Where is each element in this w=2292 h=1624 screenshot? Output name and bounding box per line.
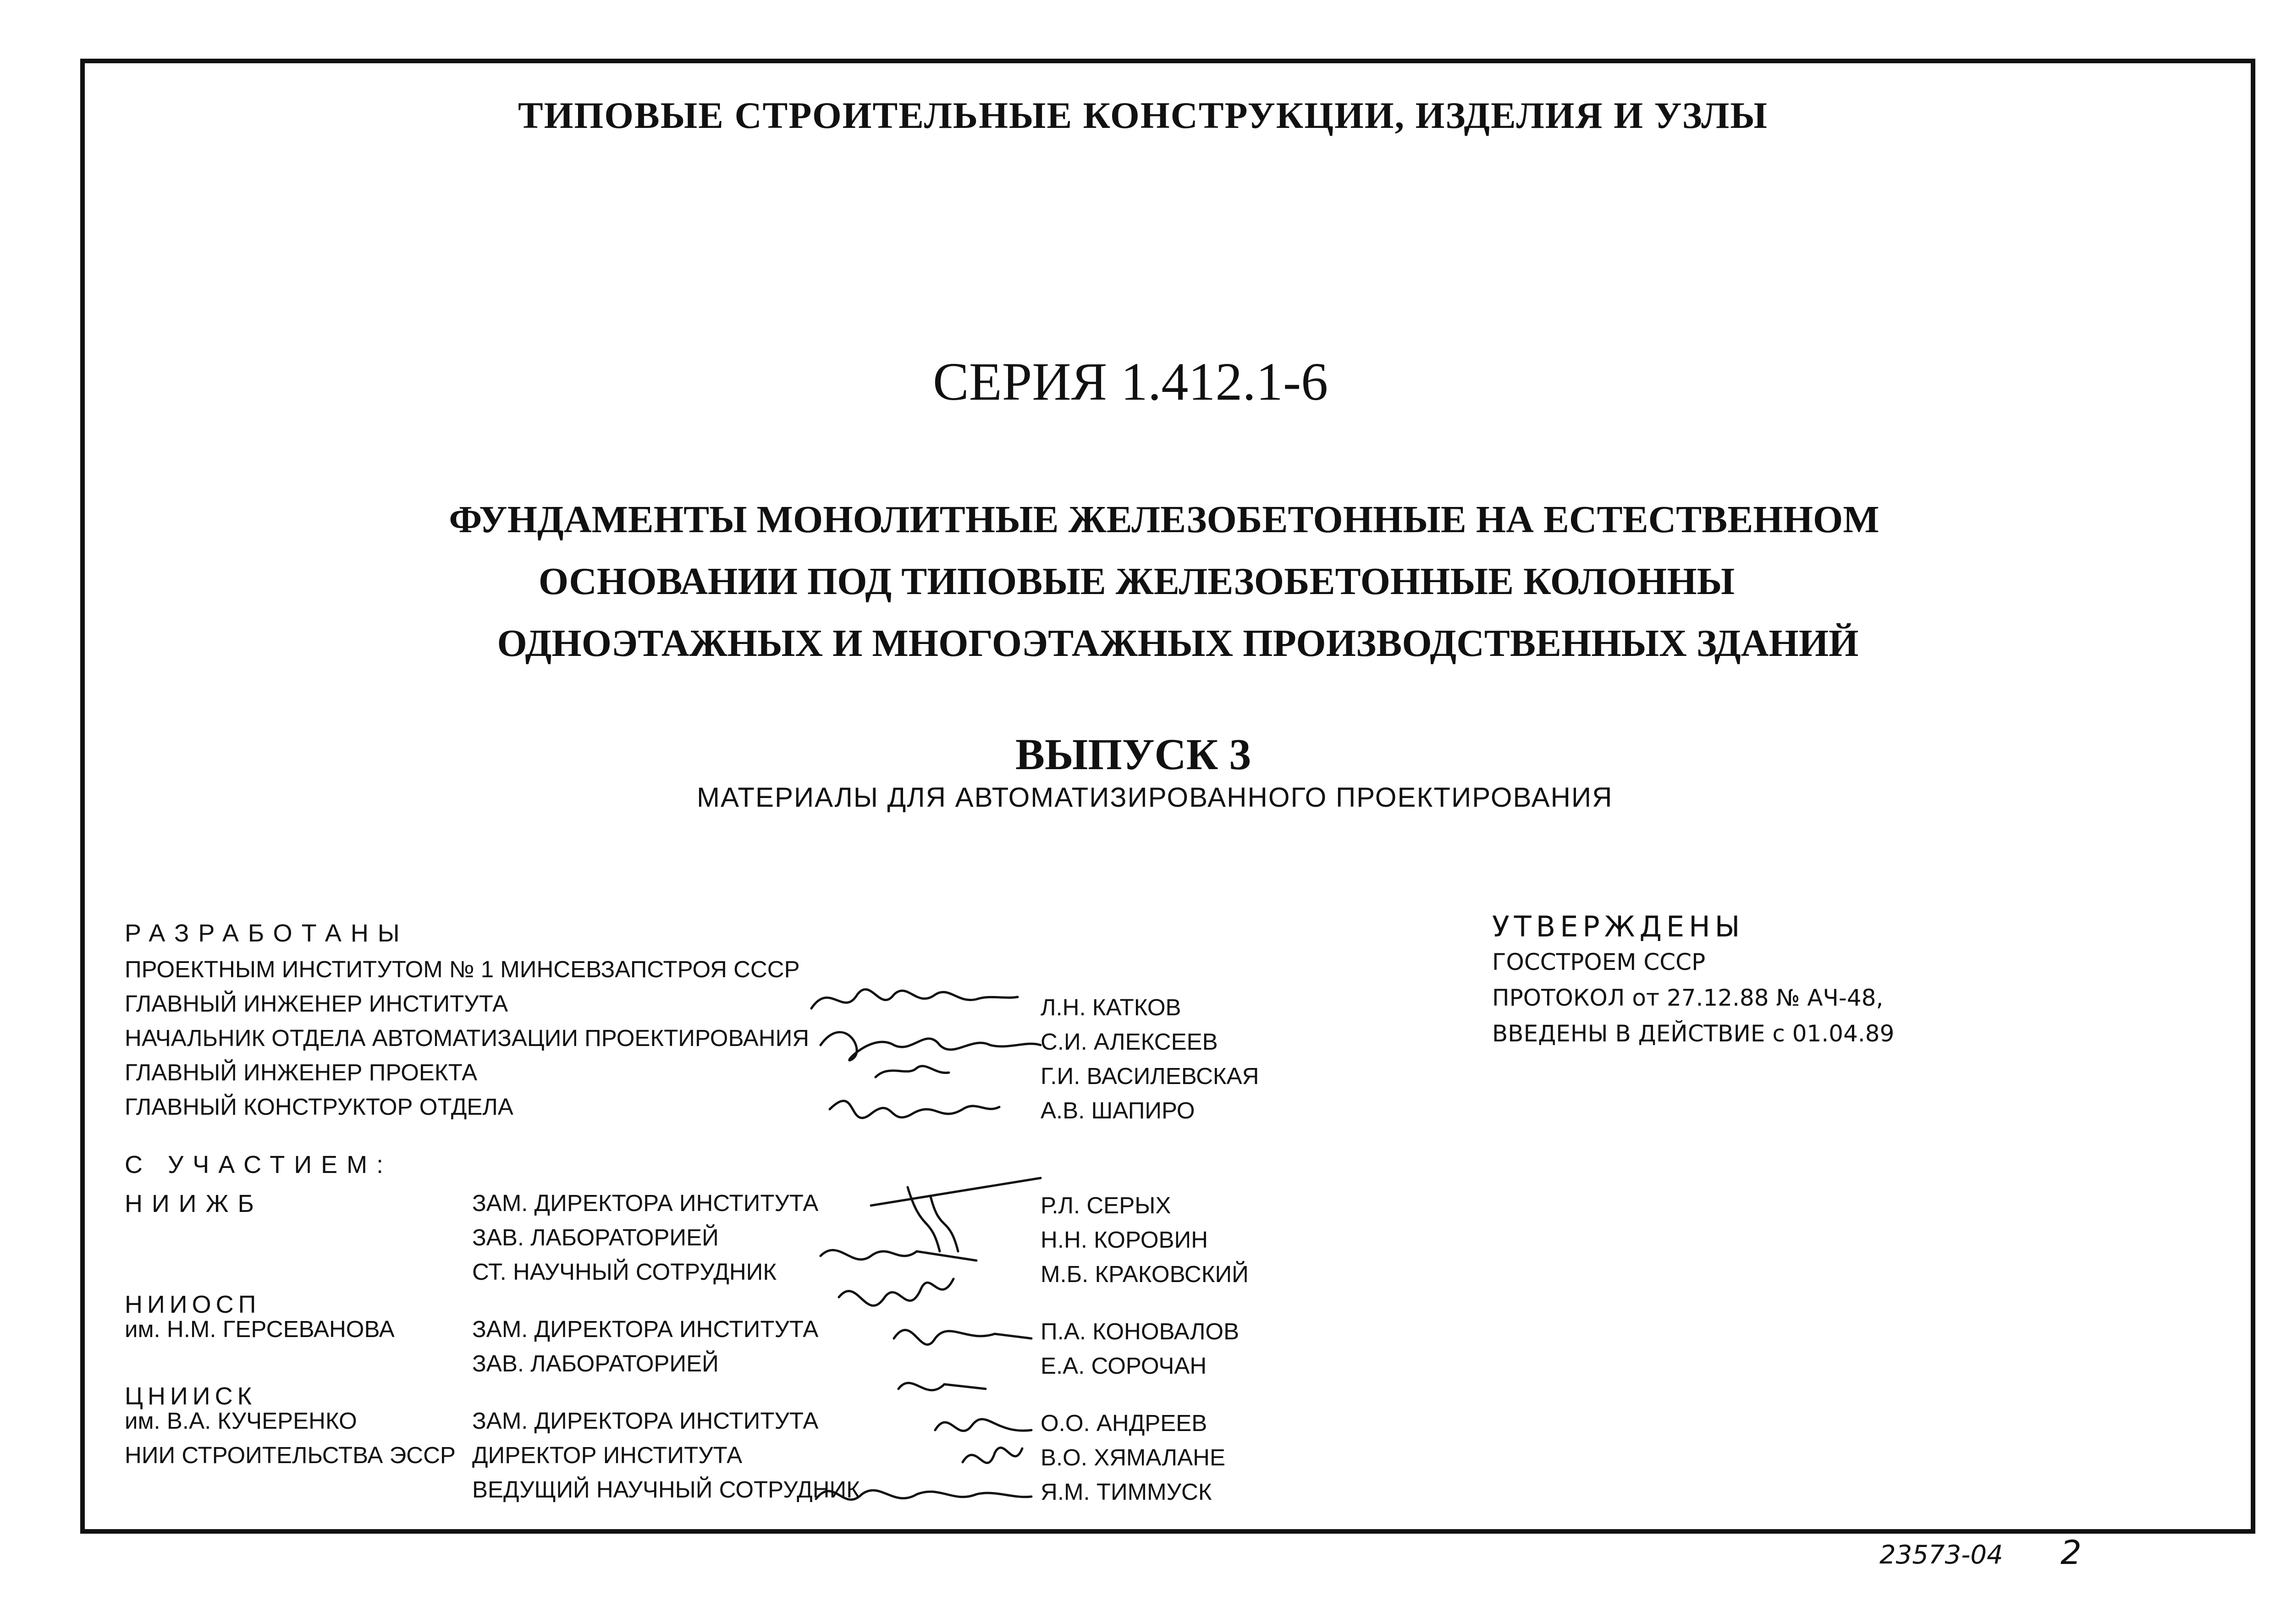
developed-position: ГЛАВНЫЙ ИНЖЕНЕР ИНСТИТУТА <box>125 991 508 1017</box>
document-code: 23573-04 <box>1879 1540 2003 1570</box>
participant-name: В.О. ХЯМАЛАНЕ <box>1041 1444 1225 1470</box>
participant-name: Я.М. ТИММУСК <box>1041 1479 1212 1505</box>
participant-org-subtitle: им. В.А. КУЧЕРЕНКО <box>125 1408 357 1434</box>
approved-line: ВВЕДЕНЫ В ДЕЙСТВИЕ с 01.04.89 <box>1492 1020 1895 1047</box>
approved-line: ГОССТРОЕМ СССР <box>1492 949 1706 975</box>
developed-position: ГЛАВНЫЙ ИНЖЕНЕР ПРОЕКТА <box>125 1059 478 1085</box>
participant-org: НИИЖБ <box>125 1190 263 1217</box>
participant-position: ДИРЕКТОР ИНСТИТУТА <box>472 1442 743 1468</box>
developed-name: Г.И. ВАСИЛЕВСКАЯ <box>1041 1063 1259 1089</box>
main-title-line-2: ОСНОВАНИИ ПОД ТИПОВЫЕ ЖЕЛЕЗОБЕТОННЫЕ КОЛОННЫ <box>538 560 1735 603</box>
top-title: ТИПОВЫЕ СТРОИТЕЛЬНЫЕ КОНСТРУКЦИИ, ИЗДЕЛИЯ И УЗЛЫ <box>518 94 1768 136</box>
main-title-line-3: ОДНОЭТАЖНЫХ И МНОГОЭТАЖНЫХ ПРОИЗВОДСТВЕННЫХ ЗДАНИЙ <box>497 622 1859 665</box>
participant-position: ЗАМ. ДИРЕКТОРА ИНСТИТУТА <box>472 1408 819 1434</box>
approved-heading: УТВЕРЖДЕНЫ <box>1492 910 1745 943</box>
developed-org: ПРОЕКТНЫМ ИНСТИТУТОМ № 1 МИНСЕВЗАПСТРОЯ СССР <box>125 956 800 982</box>
developed-position: НАЧАЛЬНИК ОТДЕЛА АВТОМАТИЗАЦИИ ПРОЕКТИРОВАНИЯ <box>125 1025 810 1051</box>
developed-heading: РАЗРАБОТАНЫ <box>125 919 409 947</box>
series-number: СЕРИЯ 1.412.1-6 <box>933 352 1328 412</box>
participant-position: ЗАВ. ЛАБОРАТОРИЕЙ <box>472 1224 719 1250</box>
participant-org-subtitle: НИИ СТРОИТЕЛЬСТВА ЭССР <box>125 1442 456 1468</box>
participant-name: О.О. АНДРЕЕВ <box>1041 1410 1207 1436</box>
participant-name: П.А. КОНОВАЛОВ <box>1041 1318 1240 1344</box>
participant-name: Р.Л. СЕРЫХ <box>1041 1192 1171 1218</box>
issue-number: ВЫПУСК 3 <box>1015 730 1251 779</box>
developed-name: С.И. АЛЕКСЕЕВ <box>1041 1029 1218 1055</box>
developed-name: А.В. ШАПИРО <box>1041 1097 1195 1123</box>
participant-org-subtitle: им. Н.М. ГЕРСЕВАНОВА <box>125 1316 395 1342</box>
participant-position: СТ. НАУЧНЫЙ СОТРУДНИК <box>472 1259 777 1285</box>
participant-name: Е.А. СОРОЧАН <box>1041 1353 1207 1379</box>
issue-subtitle: МАТЕРИАЛЫ ДЛЯ АВТОМАТИЗИРОВАННОГО ПРОЕКТИРОВАНИЯ <box>697 782 1613 813</box>
participant-org: ЦНИИСК <box>125 1382 257 1410</box>
main-title-line-1: ФУНДАМЕНТЫ МОНОЛИТНЫЕ ЖЕЛЕЗОБЕТОННЫЕ НА ЕСТЕСТВЕННОМ <box>449 498 1879 541</box>
participant-position: ЗАМ. ДИРЕКТОРА ИНСТИТУТА <box>472 1190 819 1216</box>
participant-name: Н.Н. КОРОВИН <box>1041 1227 1208 1253</box>
developed-name: Л.Н. КАТКОВ <box>1041 994 1181 1020</box>
participant-position: ВЕДУЩИЙ НАУЧНЫЙ СОТРУДНИК <box>472 1476 860 1503</box>
page-number: 2 <box>2061 1533 2082 1572</box>
participation-heading: С УЧАСТИЕМ: <box>125 1151 393 1178</box>
signature-marks <box>802 976 1059 1517</box>
participant-position: ЗАВ. ЛАБОРАТОРИЕЙ <box>472 1350 719 1376</box>
developed-position: ГЛАВНЫЙ КОНСТРУКТОР ОТДЕЛА <box>125 1094 513 1120</box>
approved-line: ПРОТОКОЛ от 27.12.88 № АЧ-48, <box>1492 985 1884 1011</box>
participant-org: НИИОСП <box>125 1291 261 1318</box>
participant-position: ЗАМ. ДИРЕКТОРА ИНСТИТУТА <box>472 1316 819 1342</box>
participant-name: М.Б. КРАКОВСКИЙ <box>1041 1261 1249 1287</box>
